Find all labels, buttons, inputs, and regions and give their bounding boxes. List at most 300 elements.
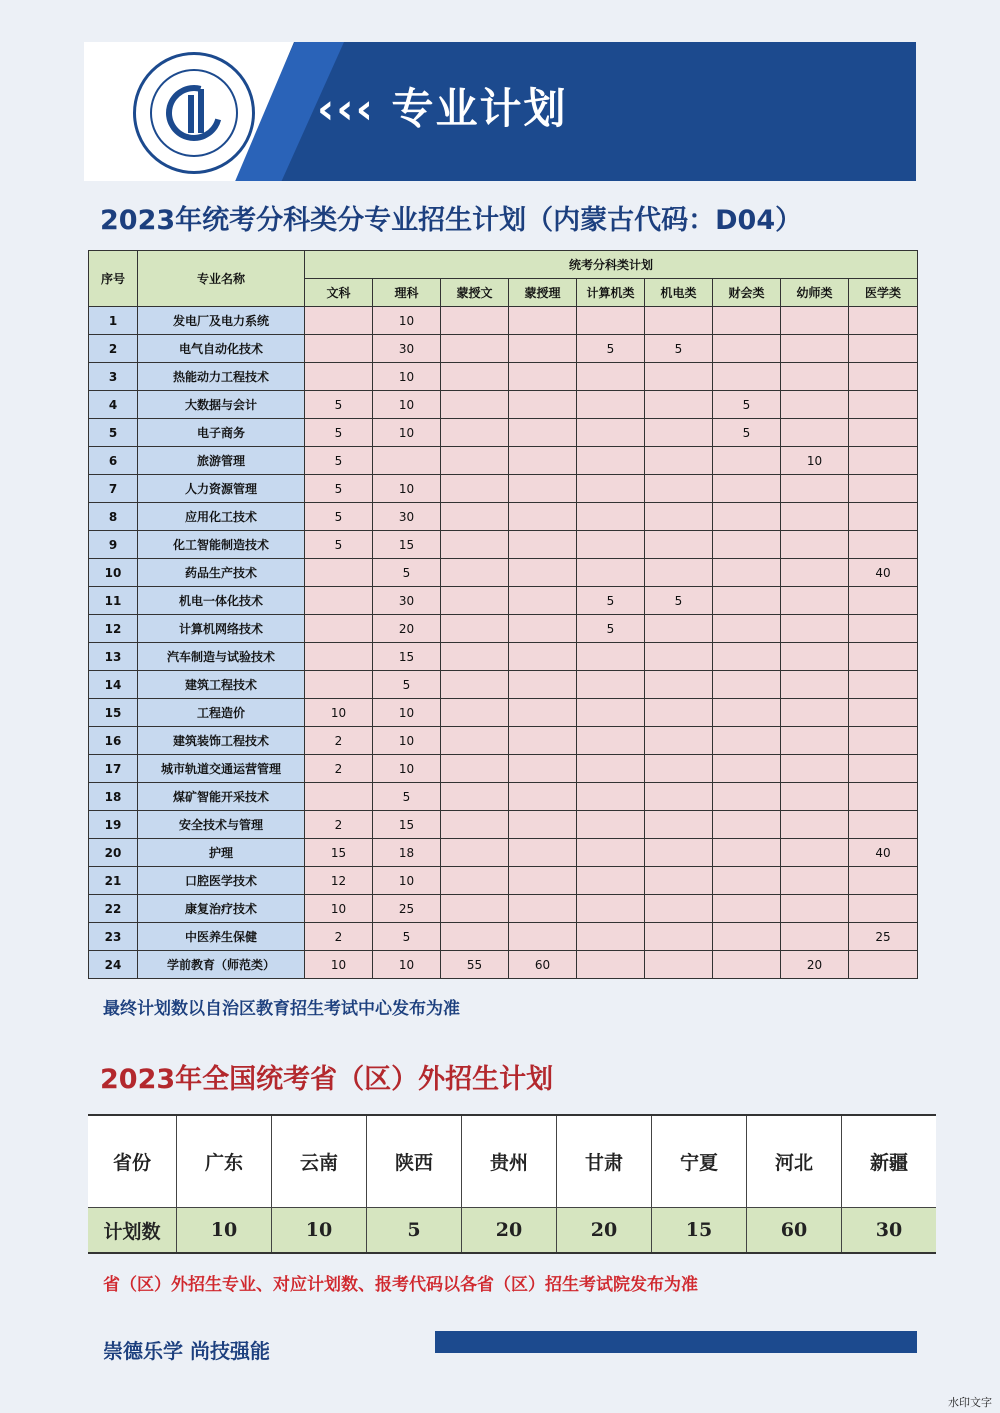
plan-cell (849, 307, 918, 335)
plan-cell (781, 699, 849, 727)
plan-cell (509, 895, 577, 923)
row-index: 21 (89, 867, 138, 895)
plan-cell: 10 (305, 699, 373, 727)
plan-cell (645, 671, 713, 699)
plan-cell (713, 447, 781, 475)
section1-note: 最终计划数以自治区教育招生考试中心发布为准 (103, 999, 460, 1019)
plan-cell (441, 531, 509, 559)
plan-cell (713, 951, 781, 979)
plan-cell (577, 783, 645, 811)
plan-cell (577, 867, 645, 895)
plan-cell (441, 391, 509, 419)
table-row (89, 447, 918, 475)
major-name: 工程造价 (138, 699, 305, 727)
major-name: 计算机网络技术 (138, 615, 305, 643)
plan-cell (441, 363, 509, 391)
plan-cell (645, 923, 713, 951)
plan-cell (849, 419, 918, 447)
plan-cell (373, 447, 441, 475)
plan-cell: 10 (373, 475, 441, 503)
plan-cell (577, 699, 645, 727)
plan-cell (577, 447, 645, 475)
plan-cell (441, 615, 509, 643)
plan-cell (849, 699, 918, 727)
plan-cell (645, 307, 713, 335)
plan-cell: 15 (373, 643, 441, 671)
plan-cell (441, 727, 509, 755)
plan-cell (645, 811, 713, 839)
plan-cell (509, 615, 577, 643)
table-row (89, 727, 918, 755)
banner-title: ‹‹‹ 专业计划 (317, 84, 568, 133)
major-name: 汽车制造与试验技术 (138, 643, 305, 671)
col-header-6: 财会类 (713, 279, 781, 307)
plan-cell (645, 559, 713, 587)
plan-cell (645, 615, 713, 643)
plan-cell (849, 811, 918, 839)
plan-cell: 30 (373, 335, 441, 363)
table-row (89, 699, 918, 727)
plan-cell (509, 783, 577, 811)
major-name: 应用化工技术 (138, 503, 305, 531)
plan-cell: 10 (373, 363, 441, 391)
table-row (89, 419, 918, 447)
plan-cell (713, 727, 781, 755)
plan-cell: 5 (373, 923, 441, 951)
province-name: 云南 (272, 1115, 367, 1208)
plan-cell (305, 363, 373, 391)
plan-cell (849, 391, 918, 419)
major-name: 安全技术与管理 (138, 811, 305, 839)
plan-cell (645, 755, 713, 783)
major-name: 电气自动化技术 (138, 335, 305, 363)
major-name: 口腔医学技术 (138, 867, 305, 895)
plan-cell: 5 (577, 335, 645, 363)
table-row (89, 643, 918, 671)
row-index: 17 (89, 755, 138, 783)
plan-cell: 5 (305, 447, 373, 475)
plan-cell (577, 839, 645, 867)
table-row (89, 895, 918, 923)
plan-cell (441, 811, 509, 839)
plan-cell (849, 951, 918, 979)
plan-cell (781, 755, 849, 783)
plan-cell (645, 363, 713, 391)
col-header-1: 理科 (373, 279, 441, 307)
plan-cell: 10 (373, 727, 441, 755)
plan-cell: 5 (305, 419, 373, 447)
row-index: 3 (89, 363, 138, 391)
plan-cell (849, 587, 918, 615)
plan-cell (577, 671, 645, 699)
row-index: 20 (89, 839, 138, 867)
plan-cell (509, 307, 577, 335)
row-index: 14 (89, 671, 138, 699)
plan-cell (509, 391, 577, 419)
col-header-2: 蒙授文 (441, 279, 509, 307)
table-row (89, 867, 918, 895)
row-label-count: 计划数 (88, 1208, 177, 1254)
plan-cell (713, 811, 781, 839)
plan-cell (849, 867, 918, 895)
major-name: 煤矿智能开采技术 (138, 783, 305, 811)
plan-cell (577, 643, 645, 671)
plan-cell: 25 (373, 895, 441, 923)
section2-title: 2023年全国统考省（区）外招生计划 (100, 1064, 554, 1095)
major-name: 建筑装饰工程技术 (138, 727, 305, 755)
plan-cell (305, 615, 373, 643)
province-count: 10 (177, 1208, 272, 1254)
plan-cell: 15 (373, 531, 441, 559)
plan-cell (509, 811, 577, 839)
plan-cell: 10 (373, 867, 441, 895)
plan-cell (509, 559, 577, 587)
plan-cell (849, 475, 918, 503)
province-name: 贵州 (462, 1115, 557, 1208)
plan-cell (781, 867, 849, 895)
plan-cell (713, 475, 781, 503)
plan-cell (849, 895, 918, 923)
table-row (89, 391, 918, 419)
col-header-idx: 序号 (89, 251, 138, 307)
plan-cell (305, 671, 373, 699)
plan-cell (577, 307, 645, 335)
plan-cell (645, 699, 713, 727)
table-row (89, 951, 918, 979)
plan-cell (781, 587, 849, 615)
plan-cell (849, 531, 918, 559)
major-name: 护理 (138, 839, 305, 867)
plan-cell (713, 783, 781, 811)
row-index: 23 (89, 923, 138, 951)
plan-cell: 2 (305, 727, 373, 755)
plan-cell (305, 307, 373, 335)
plan-cell: 5 (305, 503, 373, 531)
plan-cell (713, 531, 781, 559)
plan-cell: 5 (373, 559, 441, 587)
table-row (89, 587, 918, 615)
plan-cell (849, 643, 918, 671)
row-index: 16 (89, 727, 138, 755)
plan-cell (645, 867, 713, 895)
plan-cell (441, 839, 509, 867)
col-header-4: 计算机类 (577, 279, 645, 307)
row-index: 1 (89, 307, 138, 335)
row-index: 15 (89, 699, 138, 727)
plan-cell (509, 671, 577, 699)
plan-cell (781, 923, 849, 951)
plan-cell (441, 895, 509, 923)
plan-cell (441, 419, 509, 447)
plan-cell (509, 755, 577, 783)
plan-cell (713, 503, 781, 531)
row-index: 9 (89, 531, 138, 559)
plan-cell (849, 671, 918, 699)
plan-cell (305, 643, 373, 671)
plan-cell: 2 (305, 755, 373, 783)
row-index: 19 (89, 811, 138, 839)
row-index: 4 (89, 391, 138, 419)
plan-cell (713, 615, 781, 643)
plan-cell (441, 307, 509, 335)
col-header-group: 统考分科类计划 (305, 251, 918, 279)
plan-cell (849, 503, 918, 531)
plan-cell (305, 335, 373, 363)
plan-cell (781, 307, 849, 335)
plan-cell (781, 335, 849, 363)
plan-cell (509, 867, 577, 895)
plan-cell (781, 559, 849, 587)
row-index: 12 (89, 615, 138, 643)
plan-cell (781, 727, 849, 755)
province-count: 15 (652, 1208, 747, 1254)
province-name: 河北 (747, 1115, 842, 1208)
province-count: 20 (557, 1208, 652, 1254)
major-name: 建筑工程技术 (138, 671, 305, 699)
row-index: 10 (89, 559, 138, 587)
plan-cell (713, 643, 781, 671)
plan-cell: 15 (373, 811, 441, 839)
row-index: 8 (89, 503, 138, 531)
plan-cell: 10 (373, 391, 441, 419)
plan-cell (713, 867, 781, 895)
section2-note: 省（区）外招生专业、对应计划数、报考代码以各省（区）招生考试院发布为准 (103, 1275, 698, 1295)
plan-cell (849, 363, 918, 391)
plan-cell (577, 391, 645, 419)
col-header-5: 机电类 (645, 279, 713, 307)
footer-bar (435, 1331, 917, 1353)
plan-cell (781, 783, 849, 811)
plan-cell: 10 (781, 447, 849, 475)
plan-cell: 5 (645, 335, 713, 363)
plan-cell (441, 923, 509, 951)
plan-cell (781, 475, 849, 503)
plan-cell (645, 419, 713, 447)
plan-cell (713, 335, 781, 363)
plan-cell: 12 (305, 867, 373, 895)
plan-cell (577, 811, 645, 839)
major-name: 热能动力工程技术 (138, 363, 305, 391)
major-name: 人力资源管理 (138, 475, 305, 503)
plan-cell (577, 895, 645, 923)
table-row (89, 531, 918, 559)
plan-cell: 10 (305, 895, 373, 923)
plan-cell (509, 503, 577, 531)
plan-cell (441, 755, 509, 783)
table-row (89, 335, 918, 363)
plan-cell (509, 475, 577, 503)
province-count: 20 (462, 1208, 557, 1254)
col-header-7: 幼师类 (781, 279, 849, 307)
plan-cell (509, 699, 577, 727)
plan-cell (441, 475, 509, 503)
province-plan-table (88, 1114, 936, 1254)
plan-cell (441, 783, 509, 811)
province-name: 甘肃 (557, 1115, 652, 1208)
plan-cell (713, 363, 781, 391)
plan-cell (577, 923, 645, 951)
row-index: 24 (89, 951, 138, 979)
province-count: 30 (842, 1208, 937, 1254)
plan-cell: 10 (373, 755, 441, 783)
plan-cell (645, 643, 713, 671)
plan-cell (713, 587, 781, 615)
plan-cell: 60 (509, 951, 577, 979)
province-name: 新疆 (842, 1115, 937, 1208)
plan-cell: 10 (373, 419, 441, 447)
plan-cell (645, 727, 713, 755)
plan-cell (781, 839, 849, 867)
plan-cell (713, 307, 781, 335)
plan-cell (509, 363, 577, 391)
plan-cell (781, 419, 849, 447)
row-index: 13 (89, 643, 138, 671)
plan-cell (645, 475, 713, 503)
major-name: 旅游管理 (138, 447, 305, 475)
plan-cell (577, 951, 645, 979)
plan-cell (509, 727, 577, 755)
col-header-name: 专业名称 (138, 251, 305, 307)
table-row (89, 755, 918, 783)
row-index: 6 (89, 447, 138, 475)
plan-cell (713, 559, 781, 587)
plan-cell (577, 727, 645, 755)
col-header-3: 蒙授理 (509, 279, 577, 307)
plan-cell (509, 643, 577, 671)
province-count: 60 (747, 1208, 842, 1254)
major-name: 学前教育（师范类） (138, 951, 305, 979)
plan-cell (713, 755, 781, 783)
major-name: 化工智能制造技术 (138, 531, 305, 559)
plan-cell (781, 643, 849, 671)
plan-cell (441, 671, 509, 699)
plan-cell (781, 671, 849, 699)
major-name: 中医养生保健 (138, 923, 305, 951)
plan-cell (577, 475, 645, 503)
plan-cell (441, 335, 509, 363)
plan-cell (441, 699, 509, 727)
row-label-province: 省份 (88, 1115, 177, 1208)
plan-cell (645, 783, 713, 811)
plan-cell (645, 391, 713, 419)
table-row (89, 503, 918, 531)
plan-cell (509, 531, 577, 559)
table-row (89, 671, 918, 699)
plan-cell (577, 755, 645, 783)
plan-cell (849, 615, 918, 643)
row-index: 18 (89, 783, 138, 811)
major-name: 大数据与会计 (138, 391, 305, 419)
table-row (89, 839, 918, 867)
plan-cell: 10 (373, 699, 441, 727)
plan-cell (305, 783, 373, 811)
plan-cell (781, 391, 849, 419)
plan-cell: 5 (373, 671, 441, 699)
province-count: 10 (272, 1208, 367, 1254)
plan-cell: 30 (373, 587, 441, 615)
plan-cell (441, 643, 509, 671)
province-count: 5 (367, 1208, 462, 1254)
table-row (89, 811, 918, 839)
province-name: 广东 (177, 1115, 272, 1208)
major-name: 城市轨道交通运营管理 (138, 755, 305, 783)
plan-cell (509, 587, 577, 615)
plan-cell (645, 447, 713, 475)
plan-cell (441, 503, 509, 531)
major-name: 发电厂及电力系统 (138, 307, 305, 335)
major-name: 电子商务 (138, 419, 305, 447)
table-row (89, 559, 918, 587)
plan-cell: 10 (373, 307, 441, 335)
plan-cell (849, 727, 918, 755)
plan-cell (781, 615, 849, 643)
plan-cell: 5 (577, 615, 645, 643)
plan-cell (577, 503, 645, 531)
major-name: 药品生产技术 (138, 559, 305, 587)
plan-cell (305, 587, 373, 615)
plan-cell (713, 923, 781, 951)
plan-cell: 5 (713, 391, 781, 419)
col-header-8: 医学类 (849, 279, 918, 307)
major-name: 机电一体化技术 (138, 587, 305, 615)
plan-cell: 5 (713, 419, 781, 447)
plan-cell: 15 (305, 839, 373, 867)
plan-cell (577, 363, 645, 391)
plan-cell (577, 559, 645, 587)
plan-cell: 2 (305, 811, 373, 839)
section1-title: 2023年统考分科类分专业招生计划（内蒙古代码：D04） (100, 205, 803, 236)
plan-cell: 10 (305, 951, 373, 979)
plan-cell: 30 (373, 503, 441, 531)
plan-cell (441, 447, 509, 475)
plan-cell (509, 839, 577, 867)
plan-cell: 18 (373, 839, 441, 867)
plan-cell: 5 (305, 475, 373, 503)
plan-cell: 5 (305, 531, 373, 559)
motto: 崇德乐学 尚技强能 (103, 1339, 270, 1363)
row-index: 22 (89, 895, 138, 923)
plan-cell (645, 895, 713, 923)
plan-cell (441, 867, 509, 895)
row-index: 7 (89, 475, 138, 503)
col-header-0: 文科 (305, 279, 373, 307)
table-row (89, 307, 918, 335)
plan-cell: 10 (373, 951, 441, 979)
plan-cell: 20 (373, 615, 441, 643)
plan-cell: 5 (373, 783, 441, 811)
plan-cell (713, 895, 781, 923)
plan-cell: 2 (305, 923, 373, 951)
plan-cell (849, 755, 918, 783)
plan-cell (441, 559, 509, 587)
plan-cell (645, 531, 713, 559)
plan-cell (849, 335, 918, 363)
plan-cell (781, 895, 849, 923)
row-index: 2 (89, 335, 138, 363)
plan-cell: 40 (849, 839, 918, 867)
plan-cell: 55 (441, 951, 509, 979)
plan-cell (509, 335, 577, 363)
major-name: 康复治疗技术 (138, 895, 305, 923)
plan-cell: 5 (577, 587, 645, 615)
plan-cell: 25 (849, 923, 918, 951)
row-index: 11 (89, 587, 138, 615)
plan-cell (713, 671, 781, 699)
plan-cell (305, 559, 373, 587)
plan-cell: 40 (849, 559, 918, 587)
plan-cell (781, 811, 849, 839)
table-row (89, 363, 918, 391)
